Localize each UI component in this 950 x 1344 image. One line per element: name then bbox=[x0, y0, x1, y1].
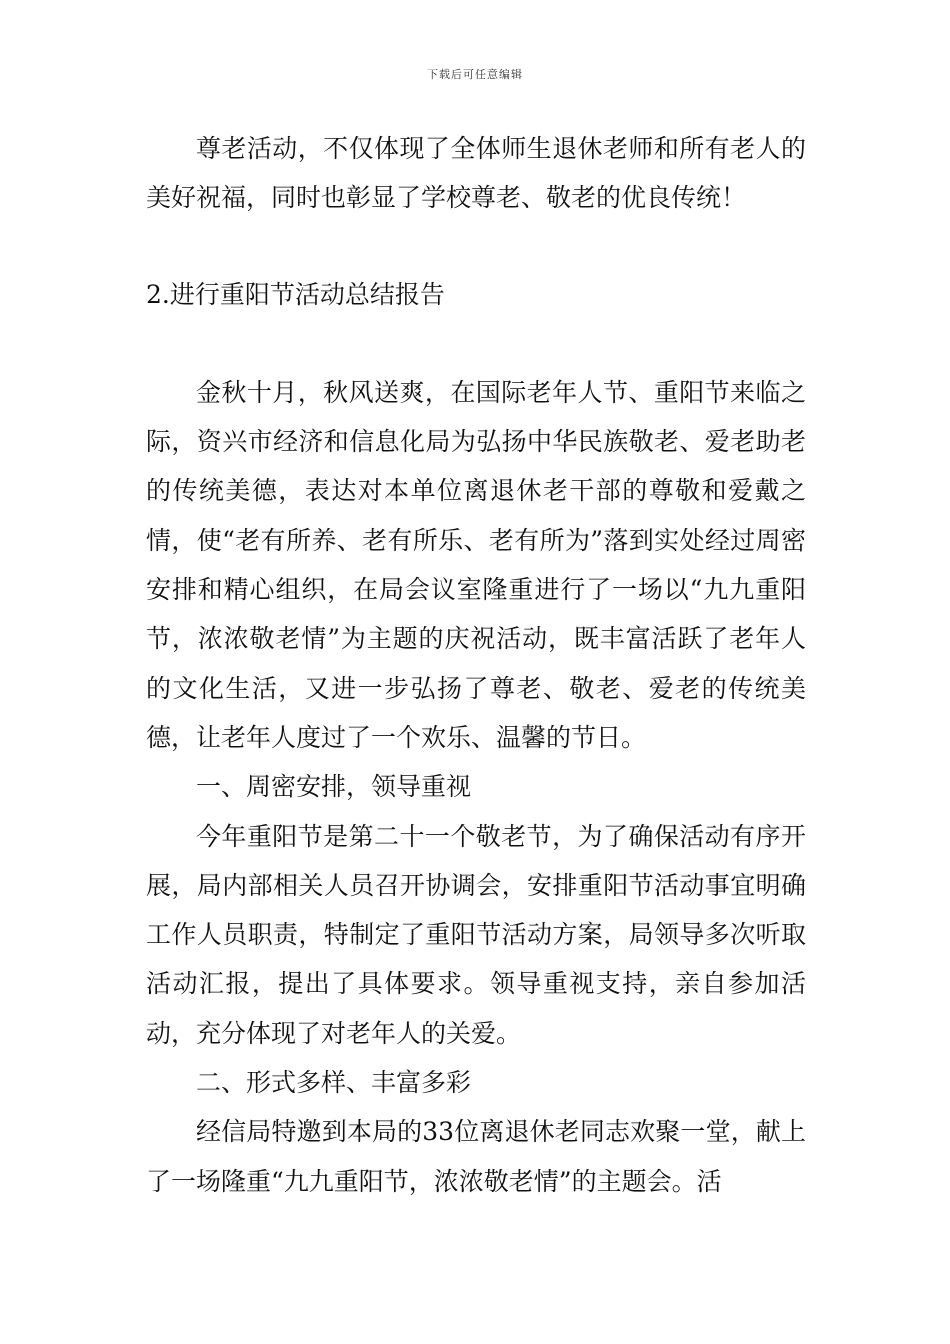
document-body bbox=[146, 124, 806, 1206]
opening-paragraph: 金秋十月，秋风送爽，在国际老年人节、重阳节来临之际，资兴市经济和信息化局为弘扬中华民族敬老、爱老助老的传统美德，表达对本单位离退休老干部的尊敬和爱戴之情，使“老有所养、老有所乐、老有所为”落到实处经过周密安排和精心组织，在局会议室隆重进行了一场以“九九重阳节，浓浓敬老情”为主题的庆祝活动，既丰富活跃了老年人的文化生活，又进一步弘扬了尊老、敬老、爱老的传统美德，让老年人度过了一个欢乐、温馨的节日。 bbox=[146, 377, 806, 752]
subheading-arrangement: 一、周密安排，领导重视 bbox=[196, 772, 472, 802]
subheading-forms: 二、形式多样、丰富多彩 bbox=[196, 1068, 472, 1098]
forms-paragraph: 经信局特邀到本局的33位离退休老同志欢聚一堂，献上了一场隆重“九九重阳节，浓浓敬老情”的主题会。活 bbox=[146, 1117, 806, 1196]
header-note: 下载后可任意编辑 bbox=[427, 68, 523, 81]
arrangement-paragraph: 今年重阳节是第二十一个敬老节，为了确保活动有序开展，局内部相关人员召开协调会，安排重阳节活动事宜明确工作人员职责，特制定了重阳节活动方案，局领导多次听取活动汇报，提出了具体要求。领导重视支持，亲自参加活动，充分体现了对老年人的关爱。 bbox=[146, 821, 806, 1048]
intro-paragraph: 尊老活动，不仅体现了全体师生退休老师和所有老人的美好祝福，同时也彰显了学校尊老、敬老的优良传统！ bbox=[146, 134, 806, 213]
section-title: 2.进行重阳节活动总结报告 bbox=[146, 279, 445, 309]
